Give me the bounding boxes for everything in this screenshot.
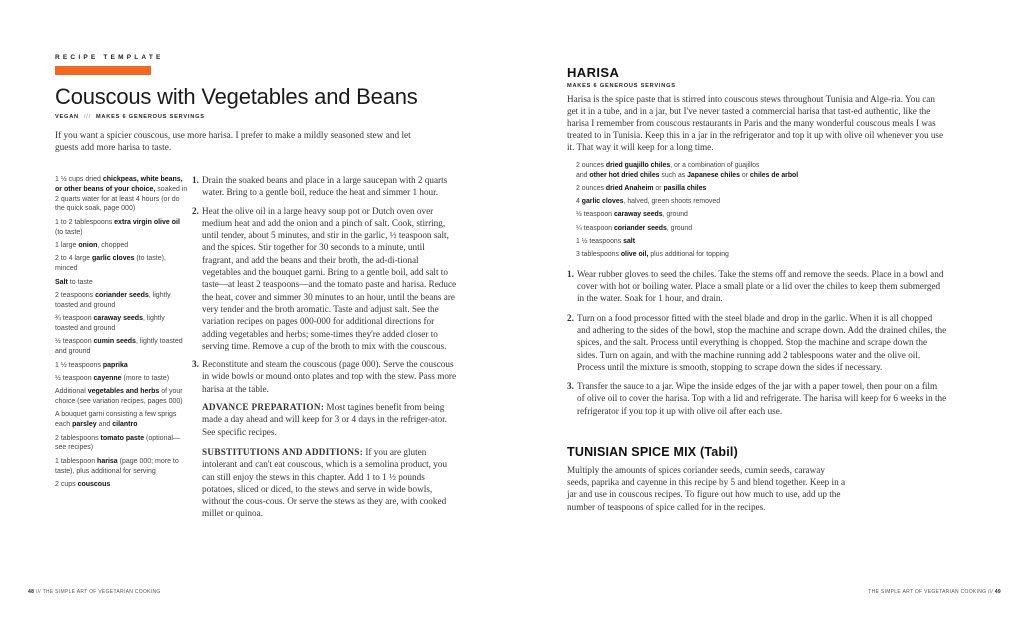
note-text: Most tagines benefit from being made a day ahead and will keep for 3 or 4 days in the refriger-ator. See specific recipes.	[202, 402, 447, 437]
step-text: Wear rubber gloves to seed the chiles. Take the stems off and remove the seeds. Place in a bowl and cover with hot or boiling water. Place a small plate or a lid over the chiles to keep them submerged in the water. Soak for 1 hour, and drain.	[577, 268, 944, 304]
ingredient-name: caraway seeds	[613, 211, 663, 219]
page-number: 49	[994, 589, 1001, 595]
ingredient-item	[576, 250, 947, 260]
ingredient-detail: 1 tablespoon	[55, 457, 98, 465]
step-item	[192, 174, 458, 199]
step-text: Reconstitute and steam the couscous (page 000). Serve the couscous in wide bowls or mound onto plates and top with the stew. Pass more harisa at the table.	[202, 359, 457, 394]
ingredient-detail: , lightly toasted and ground	[55, 315, 165, 332]
ingredient-detail: 2 tablespoons	[55, 434, 101, 442]
ingredient-detail: , lightly toasted and ground	[55, 338, 183, 356]
ingredient-detail: 2 cups	[55, 481, 78, 489]
ingredient-name: salt	[623, 237, 635, 245]
ingredient-detail: 1 ½ teaspoons	[55, 361, 103, 369]
ingredient-name: parsley	[72, 421, 97, 429]
step-item	[192, 358, 458, 395]
ingredient-item	[55, 278, 189, 288]
ingredient-detail: or	[739, 171, 750, 179]
note-text: If you are gluten intolerant and can't eat couscous, which is a semolina product, you can still enjoy the stews in this chapter. Add 1 to 1 ½ pounds potatoes, sliced or diced, to the stews and serve in wide bowls, without the cous-cous. Or serve the stews as they are, with cooked millet or quinoa.	[202, 446, 448, 519]
ingredient-item	[55, 480, 189, 490]
ingredient-detail: 2 teaspoons	[55, 291, 96, 299]
ingredient-name: onion	[78, 241, 98, 249]
ingredient-detail: Additional	[55, 388, 88, 396]
ingredient-name: other hot dried chiles	[589, 171, 660, 179]
ingredient-detail: ¾ teaspoon	[55, 315, 94, 323]
ingredient-name: paprika	[102, 361, 128, 369]
meta-servings: MAKES 6 GENEROUS SERVINGS	[95, 114, 205, 120]
directions-column	[192, 174, 458, 528]
ingredient-item	[55, 374, 189, 384]
ingredient-detail: 2 ounces	[576, 184, 606, 192]
ingredient-name: cilantro	[112, 421, 138, 429]
ingredient-name: olive oil,	[620, 251, 649, 259]
substitutions-note	[202, 446, 458, 520]
harisa-meta: MAKES 6 GENEROUS SERVINGS	[567, 83, 676, 89]
book-title: THE SIMPLE ART OF VEGETARIAN COOKING	[868, 589, 987, 595]
ingredient-detail: (to taste)	[55, 228, 83, 236]
harisa-title: HARISA	[567, 65, 620, 80]
right-page	[512, 0, 1024, 623]
ingredient-name: cumin seeds	[93, 338, 136, 346]
step-text: Heat the olive oil in a large heavy soup pot or Dutch oven over medium heat and add the onion and a pinch of salt. Cook, stirring, until tender, about 5 minutes, and stir in the garlic, ½ teaspoon salt, and the spices. Stir together for 30 seconds to a minute, until fragrant, and add the beans and their broth, the ad-di-tional vegetables and the bouquet garni. Bring to a gentle boil, add salt to taste—at least 2 teaspoons—and the tomato paste and harisa. Reduce the heat, cover and simmer 30 minutes to an hour, until the beans are very tender and the broth aromatic. Taste and adjust salt. See the variation recipes on pages 000-000 for additional directions for adding vegetables and herbs; some-times they're added closer to serving time. Remove a cup of the broth to mix with the couscous.	[202, 205, 457, 351]
ingredient-detail: (optional—see recipes)	[55, 434, 180, 452]
ingredient-item	[55, 314, 189, 334]
ingredient-detail: A bouquet garni consisting a few sprigs each	[55, 411, 177, 429]
ingredient-detail: to taste	[67, 278, 93, 286]
ingredient-name: garlic cloves	[581, 198, 624, 206]
recipe-intro: If you want a spicier couscous, use more harisa. I prefer to make a mildly seasoned stew and let guests add more harisa to taste.	[55, 131, 411, 153]
harisa-intro: Harisa is the spice paste that is stirred into couscous stews throughout Tunisia and Alge-ria. You can get it in a tube, and in a jar, but I've never tasted a commercial harisa that tast-ed authentic, like the harisa I remember from couscous restaurants in Paris and the many wonderful couscous meals I was treated to in Tunisia. Keep this in a jar in the refrigerator and top it up with olive oil whenever you use it. That way it will keep for a long time.	[567, 94, 944, 152]
footer-separator: ///	[988, 589, 994, 595]
ingredient-detail: 1 large	[55, 241, 79, 249]
ingredient-list	[55, 175, 189, 493]
ingredient-name: coriander seeds	[613, 224, 667, 232]
ingredient-detail: , or a combination of guajillos	[670, 162, 760, 169]
ingredient-name: pasilla chiles	[663, 184, 707, 192]
ingredient-detail: 1 ½ cups dried	[55, 176, 103, 183]
ingredient-item	[55, 361, 189, 371]
ingredient-detail: and	[96, 421, 113, 429]
ingredient-detail: ½ teaspoon	[55, 374, 94, 382]
ingredient-detail: (to taste), minced	[55, 255, 166, 273]
step-item	[567, 380, 947, 417]
ingredient-name: Japanese chiles	[687, 171, 740, 179]
ingredient-name: tomato paste	[100, 434, 145, 442]
ingredient-name: caraway seeds	[93, 315, 143, 323]
step-text: Turn on a food processor fitted with the steel blade and drop in the garlic. When it is all chopped and adhering to the sides of the bowl, stop the machine and scrape down. Add the drained chiles, the spices, and the salt. Process until everything is chopped. Stop the machine and scrape down the sides. Turn on again, and with the machine running add 2 tablespoons water and the olive oil. Process until the mixture is smooth, stopping to scrape down the sides if necessary.	[577, 312, 947, 372]
ingredient-item	[55, 387, 189, 407]
ingredient-name: extra virgin olive oil	[114, 218, 180, 226]
ingredient-detail: ½ teaspoon	[576, 211, 614, 219]
ingredient-name: Salt	[55, 278, 68, 286]
page-number: 48	[28, 589, 35, 595]
ingredient-detail: , halved, green shoots removed	[623, 198, 721, 206]
ingredient-detail: , lightly toasted and ground	[55, 291, 171, 309]
ingredient-item	[55, 218, 189, 238]
ingredient-item	[55, 337, 189, 357]
advance-preparation-note	[202, 401, 458, 438]
step-number: 1.	[567, 268, 574, 279]
ingredient-detail: such as	[659, 171, 688, 179]
ingredient-detail: 2 ounces	[576, 162, 606, 169]
ingredient-item	[55, 241, 189, 251]
page-footer-right	[868, 589, 1001, 595]
step-number: 1.	[192, 175, 199, 185]
ingredient-item	[55, 175, 189, 214]
ingredient-name: couscous	[77, 481, 111, 489]
step-item	[567, 312, 947, 373]
ingredient-detail: 2 to 4 large	[55, 255, 92, 263]
ingredient-detail: 1 ½ teaspoons	[576, 237, 624, 245]
meta-separator: ///	[83, 114, 91, 120]
ingredient-item	[576, 197, 947, 207]
ingredient-detail: (more to taste)	[121, 374, 170, 382]
ingredient-name: coriander seeds	[95, 291, 149, 299]
ingredient-detail: (page 000; more to taste), plus additional for serving	[55, 457, 179, 475]
step-number: 2.	[567, 312, 574, 323]
ingredient-name: garlic cloves	[91, 255, 135, 263]
ingredient-item	[576, 224, 947, 234]
ingredient-item	[55, 410, 189, 430]
ingredient-name: dried Anaheim	[605, 184, 654, 192]
tabil-title: TUNISIAN SPICE MIX (Tabil)	[567, 445, 738, 460]
accent-bar	[55, 66, 151, 75]
tabil-text: Multiply the amounts of spices coriander seeds, cumin seeds, caraway seeds, paprika and cayenne in this recipe by 5 and blend together. Keep in a jar and use in couscous recipes. To figure out how much to use, add up the number of teaspoons of spice called for in the recipes.	[567, 465, 846, 512]
ingredient-name: cayenne	[93, 374, 122, 382]
footer-separator: ///	[35, 589, 41, 595]
ingredient-item	[576, 210, 947, 220]
step-number: 3.	[567, 381, 574, 392]
ingredient-item	[576, 237, 947, 247]
ingredient-name: harisa	[97, 457, 118, 465]
step-number: 2.	[192, 205, 199, 216]
ingredient-detail: 1 to 2 tablespoons	[55, 218, 115, 226]
recipe-title: Couscous with Vegetables and Beans	[55, 84, 418, 109]
ingredient-name: dried guajillo chiles	[605, 162, 671, 169]
note-label: ADVANCE PREPARATION:	[202, 402, 325, 413]
harisa-directions	[567, 268, 947, 417]
ingredient-item	[55, 254, 189, 274]
ingredient-name: vegetables and herbs	[87, 388, 160, 396]
ingredient-detail: 4	[576, 198, 582, 206]
ingredient-detail: 3 tablespoons	[576, 251, 621, 259]
step-item	[192, 205, 458, 353]
ingredient-detail: and	[576, 171, 590, 179]
ingredient-item	[55, 434, 189, 454]
book-title: THE SIMPLE ART OF VEGETARIAN COOKING	[42, 589, 161, 595]
step-number: 3.	[192, 359, 199, 370]
ingredient-item	[576, 184, 947, 194]
ingredient-detail: , ground	[666, 224, 693, 232]
ingredient-detail: ¼ teaspoon	[576, 224, 614, 232]
ingredient-item	[55, 291, 189, 311]
ingredient-item	[576, 161, 947, 180]
step-item	[567, 268, 947, 305]
step-text: Transfer the sauce to a jar. Wipe the inside edges of the jar with a paper towel, then pour on a film of olive oil to cover the harisa. Top with a lid and refrigerate. The harisa will keep for 6 weeks in the refrigerator if you top it up with olive oil after each use.	[577, 381, 947, 416]
page-footer-left	[28, 589, 161, 595]
section-kicker: RECIPE TEMPLATE	[55, 54, 164, 61]
recipe-meta	[55, 114, 205, 120]
right-content	[567, 65, 947, 513]
ingredient-item	[55, 457, 189, 477]
ingredient-detail: , ground	[662, 211, 688, 219]
ingredient-detail: soaked in 2 quarts water for at least 4 hours (or do the quick soak, page 000)	[55, 185, 188, 213]
meta-vegan: VEGAN	[55, 114, 79, 120]
ingredient-detail: , chopped	[97, 241, 129, 249]
ingredient-name: chiles de arbol	[749, 171, 799, 179]
ingredient-detail: or	[653, 184, 664, 192]
ingredient-detail: plus additional for topping	[648, 251, 729, 259]
ingredient-detail: of your choice (see variation recipes, pages 000)	[55, 388, 183, 406]
harisa-ingredient-list	[576, 161, 947, 260]
ingredient-detail: ½ teaspoon	[55, 338, 94, 346]
note-label: SUBSTITUTIONS AND ADDITIONS:	[202, 446, 364, 457]
ingredient-name: chickpeas, white beans, or other beans of your choice,	[55, 176, 183, 193]
step-text: Drain the soaked beans and place in a large saucepan with 2 quarts water. Bring to a gentle boil, reduce the heat and simmer 1 hour.	[202, 175, 448, 198]
